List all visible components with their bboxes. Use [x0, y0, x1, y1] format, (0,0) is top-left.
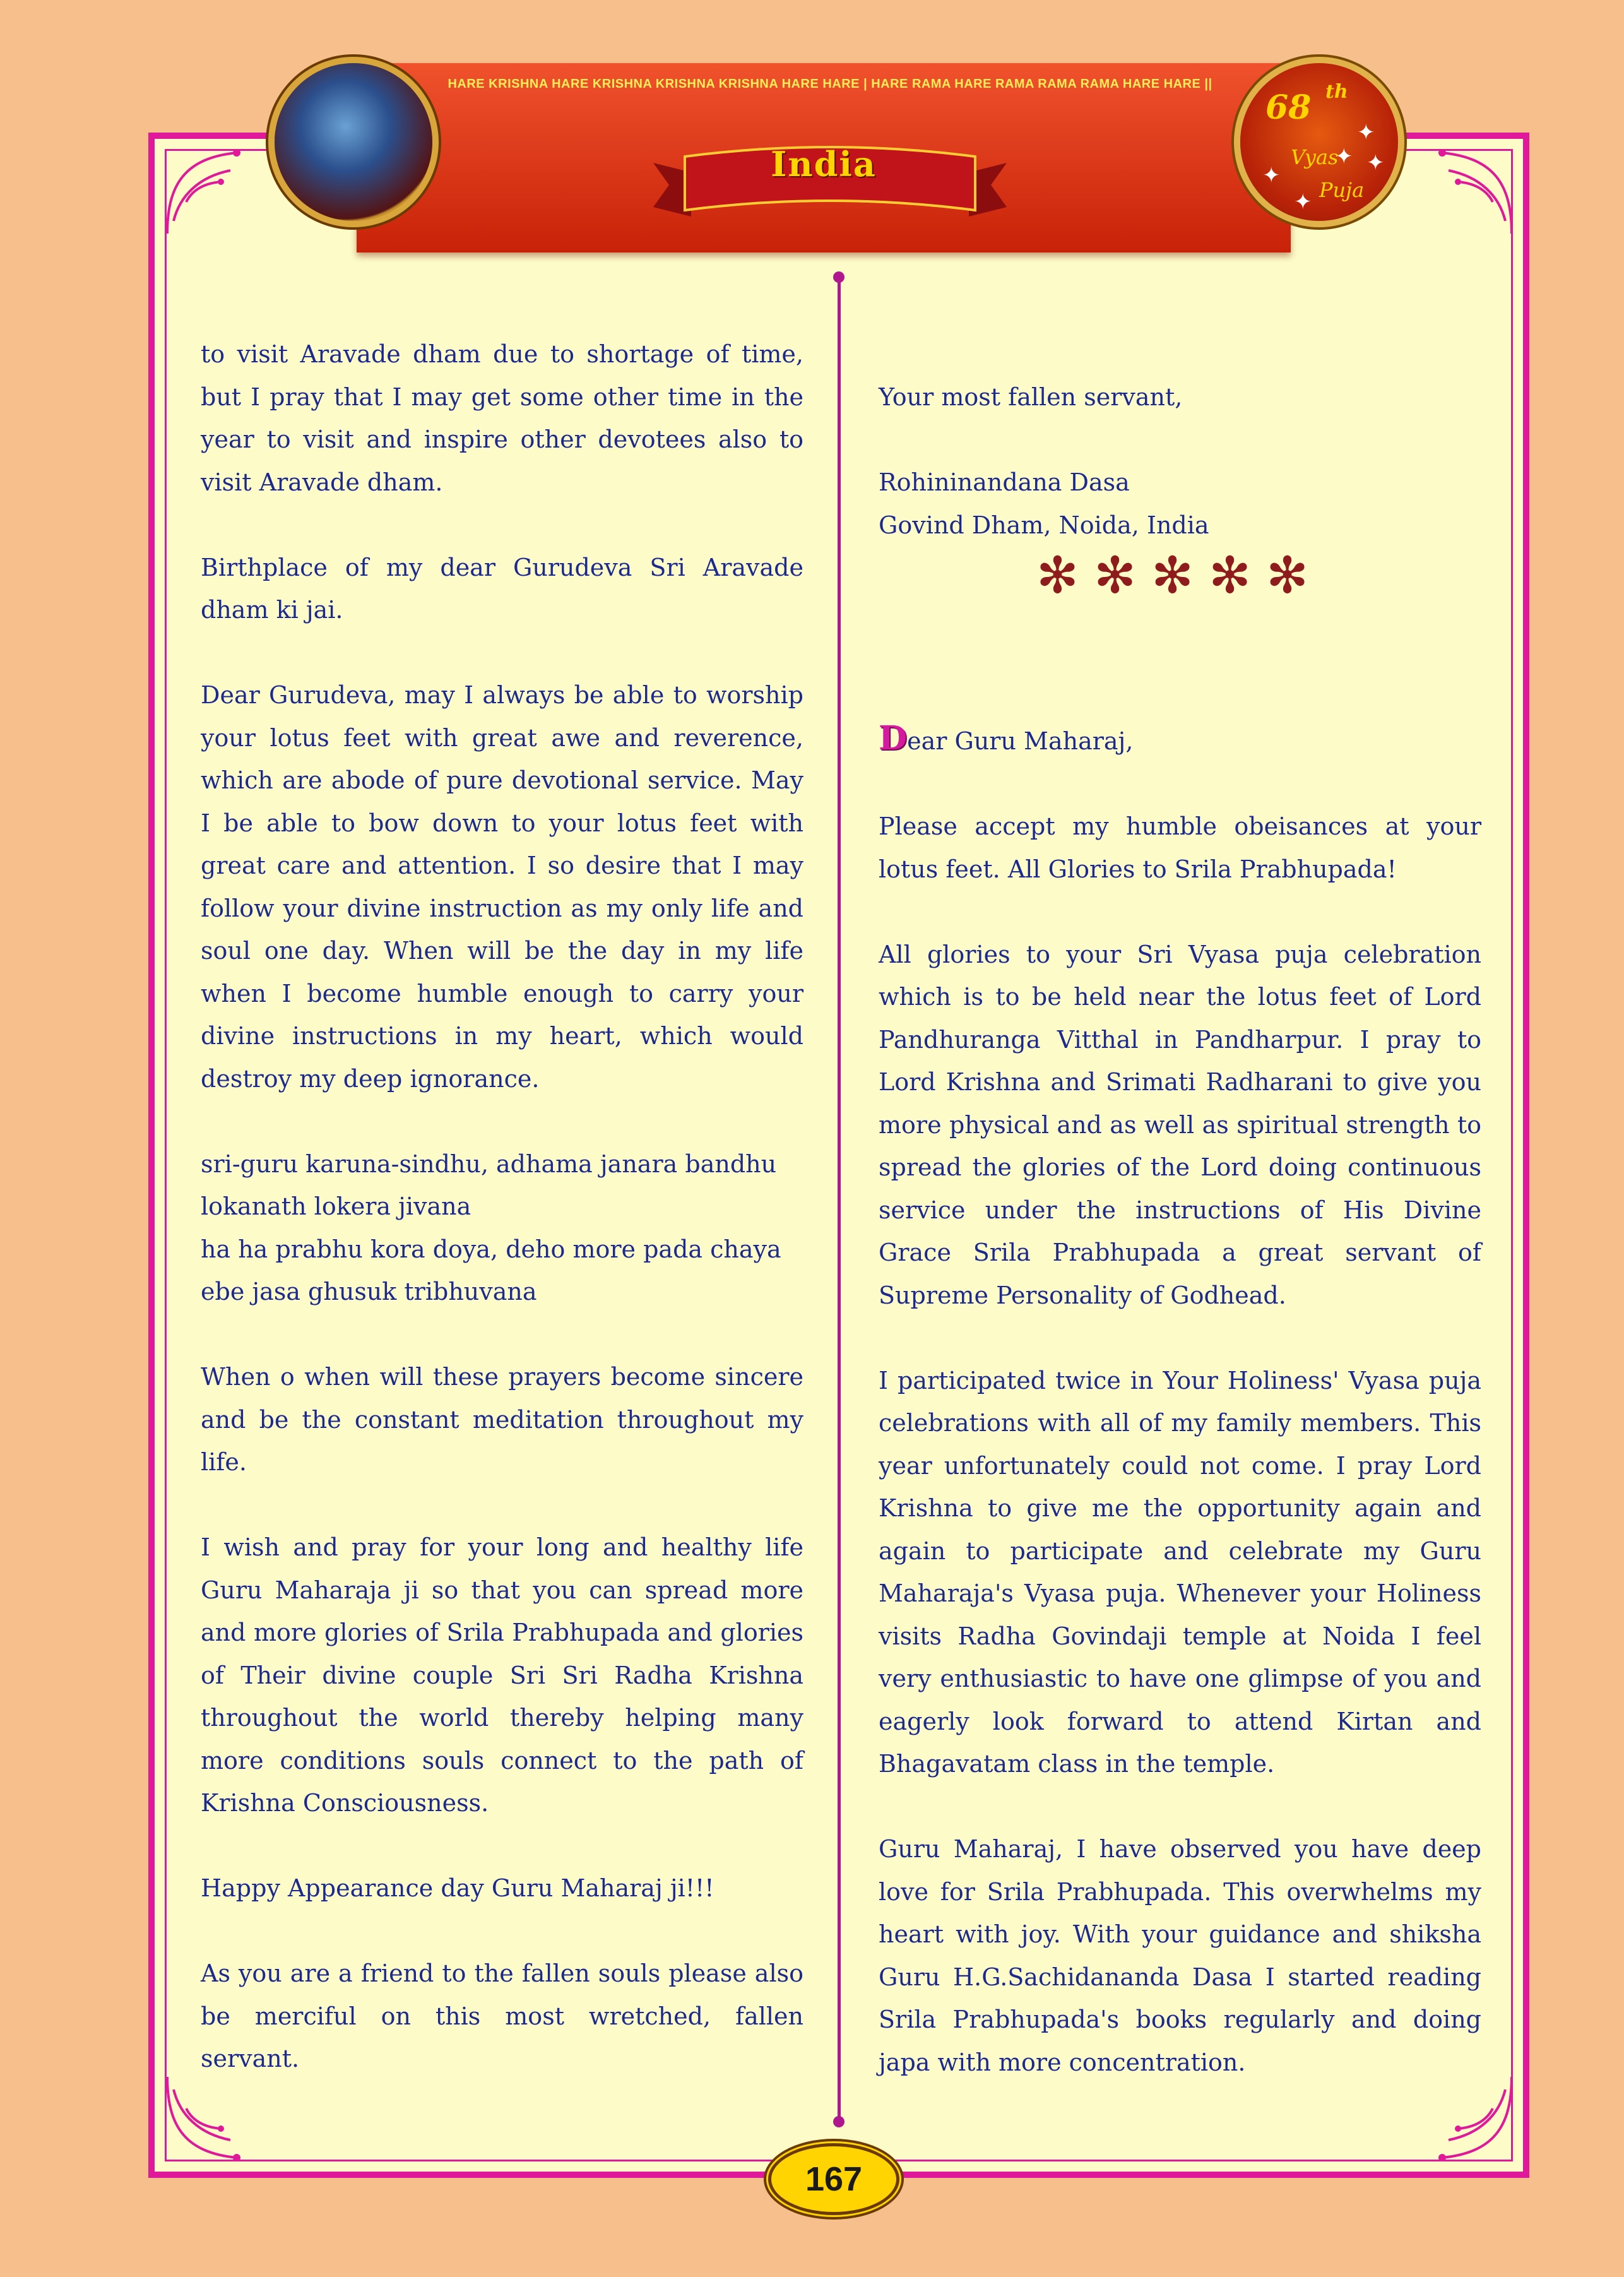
- paragraph: Please accept my humble obeisances at your lotus feet. All Glories to Srila Prabhupada!: [879, 812, 1481, 883]
- verse-line: lokanath lokera jivana: [201, 1192, 471, 1220]
- verse-line: ebe jasa ghusuk tribhuvana: [201, 1278, 537, 1305]
- verse-line: ha ha prabhu kora doya, deho more pada chaya: [201, 1235, 781, 1263]
- signature-name: Rohininandana Dasa: [879, 468, 1130, 496]
- corner-ornament-top-right: [1423, 145, 1518, 240]
- star-icon: ✦: [1366, 152, 1385, 175]
- greeting: [879, 717, 1481, 763]
- deity-medallion-image: [275, 63, 432, 221]
- left-column: [201, 333, 803, 2123]
- page-number: 167: [768, 2143, 899, 2215]
- column-divider: [838, 278, 841, 2121]
- closing-line: Your most fallen servant,: [879, 383, 1183, 411]
- badge-vyas: Vyas: [1291, 145, 1339, 169]
- star-icon: ✦: [1357, 121, 1375, 145]
- section-separator: ✻✻✻✻✻: [1036, 546, 1324, 605]
- paragraph: Happy Appearance day Guru Maharaj ji!!!: [201, 1874, 714, 1902]
- star-icon: ✦: [1335, 145, 1353, 169]
- greeting-text: ear Guru Maharaj,: [907, 727, 1134, 755]
- paragraph: Birthplace of my dear Gurudeva Sri Aravade dham ki jai.: [201, 553, 803, 624]
- drop-cap: D: [879, 719, 908, 758]
- star-icon: ✦: [1262, 164, 1281, 187]
- corner-ornament-top-left: [161, 145, 256, 240]
- paragraph: When o when will these prayers become sincere and be the constant meditation throughout my life.: [201, 1363, 803, 1476]
- badge-suffix: th: [1325, 81, 1348, 103]
- star-icon: ✦: [1294, 191, 1312, 214]
- region-title: India: [771, 144, 877, 184]
- verse-block: [201, 1143, 803, 1314]
- paragraph: All glories to your Sri Vyasa puja celebration which is to be held near the lotus feet of Lord Pandhuranga Vitthal in Pandharpur. I pray to Lord Krishna and Srimati Radharani to give you more physical and as well as spiritual strength to spread the glories of the Lord doing continuous service under the instructions of His Divine Grace Srila Prabhupada a great servant of Supreme Personality of Godhead.: [879, 940, 1481, 1309]
- right-column: [879, 376, 1481, 2127]
- verse-line: sri-guru karuna-sindhu, adhama janara bandhu: [201, 1150, 777, 1178]
- badge-number: 68: [1265, 88, 1312, 127]
- paragraph: Dear Gurudeva, may I always be able to worship your lotus feet with great awe and reverence, which are abode of pure devotional service. May I be able to bow down to your lotus feet with great care and attention. I so desire that I may follow your divine instruction as my only life and soul one day. When will be the day in my life when I become humble enough to carry your divine instructions in my heart, which would destroy my deep ignorance.: [201, 681, 803, 1093]
- signature-place: Govind Dham, Noida, India: [879, 511, 1209, 539]
- mantra-text: HARE KRISHNA HARE KRISHNA KRISHNA KRISHNA HARE HARE | HARE RAMA HARE RAMA RAMA RAMA HARE HARE ||: [447, 77, 1212, 91]
- paragraph: Guru Maharaj, I have observed you have deep love for Srila Prabhupada. This overwhelms my heart with joy. With your guidance and shiksha Guru H.G.Sachidananda Dasa I started reading Srila Prabhupada's books regularly and doing japa with more concentration.: [879, 1835, 1481, 2076]
- paragraph: I participated twice in Your Holiness' Vyasa puja celebrations with all of my family members. This year unfortunately could not come. I pray Lord Krishna to give me the opportunity again and again to participate and celebrate my Guru Maharaja's Vyasa puja. Whenever your Holiness visits Radha Govindaji temple at Noida I feel very enthusiastic to have one glimpse of you and eagerly look forward to attend Kirtan and Bhagavatam class in the temple.: [879, 1366, 1481, 1778]
- paragraph: I wish and pray for your long and healthy life Guru Maharaja ji so that you can spread more and more glories of Srila Prabhupada and glories of Their divine couple Sri Sri Radha Krishna throughout the world thereby helping many more conditions souls connect to the path of Krishna Consciousness.: [201, 1533, 803, 1817]
- paragraph: to visit Aravade dham due to shortage of time, but I pray that I may get some other time in the year to visit and inspire other devotees also to visit Aravade dham.: [201, 340, 803, 496]
- paragraph: As you are a friend to the fallen souls please also be merciful on this most wretched, fallen servant.: [201, 1959, 803, 2072]
- header-banner: [357, 63, 1291, 253]
- badge-puja: Puja: [1319, 178, 1365, 202]
